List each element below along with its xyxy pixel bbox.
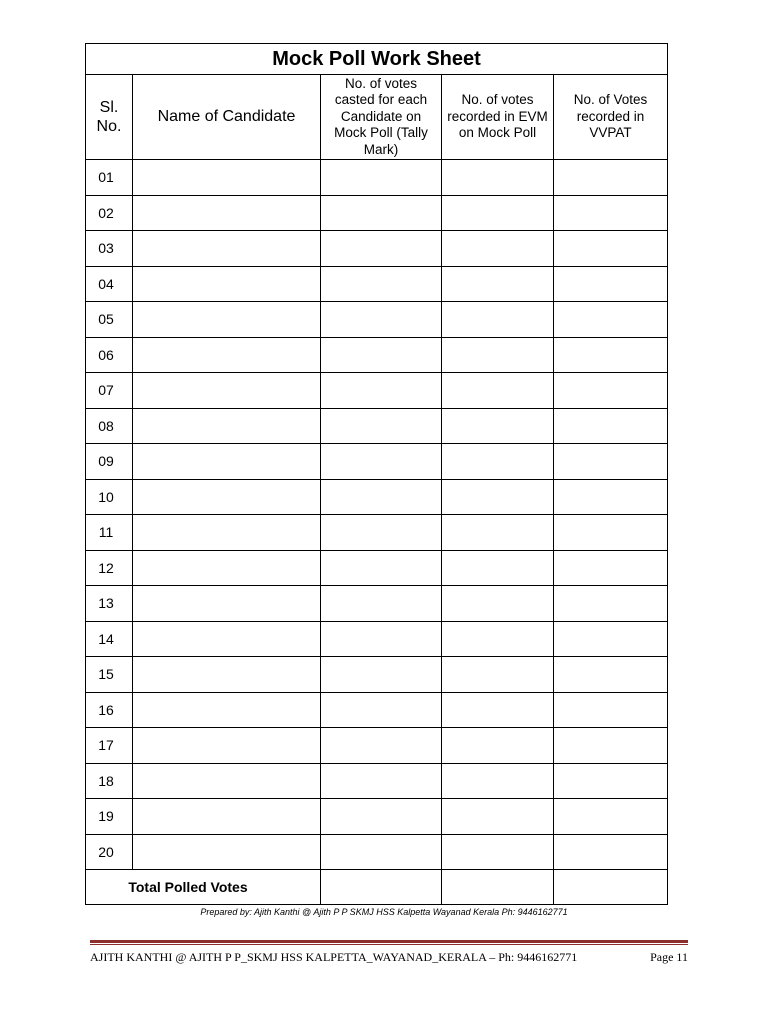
row-number: 06: [86, 337, 133, 373]
candidate-name-cell[interactable]: [133, 195, 321, 231]
vvpat-cell[interactable]: [554, 444, 668, 480]
vvpat-cell[interactable]: [554, 763, 668, 799]
table-row: [86, 550, 668, 586]
evm-cell[interactable]: [442, 479, 554, 515]
evm-cell[interactable]: [442, 160, 554, 196]
candidate-name-cell[interactable]: [133, 586, 321, 622]
header-tally-votes: No. of votes casted for each Candidate on Mock Poll (Tally Mark): [321, 75, 442, 160]
candidate-name-cell[interactable]: [133, 515, 321, 551]
total-row: [86, 870, 668, 905]
vvpat-cell[interactable]: [554, 231, 668, 267]
evm-cell[interactable]: [442, 550, 554, 586]
row-number: 05: [86, 302, 133, 338]
header-evm-votes: No. of votes recorded in EVM on Mock Poll: [442, 75, 554, 160]
evm-cell[interactable]: [442, 621, 554, 657]
tally-cell[interactable]: [321, 692, 442, 728]
tally-cell[interactable]: [321, 550, 442, 586]
tally-cell[interactable]: [321, 266, 442, 302]
row-number: 11: [86, 515, 133, 551]
tally-cell[interactable]: [321, 515, 442, 551]
candidate-name-cell[interactable]: [133, 160, 321, 196]
candidate-name-cell[interactable]: [133, 408, 321, 444]
vvpat-cell[interactable]: [554, 515, 668, 551]
candidate-name-cell[interactable]: [133, 479, 321, 515]
tally-cell[interactable]: [321, 479, 442, 515]
evm-cell[interactable]: [442, 834, 554, 870]
row-number: 13: [86, 586, 133, 622]
row-number: 07: [86, 373, 133, 409]
table-row: [86, 692, 668, 728]
candidate-name-cell[interactable]: [133, 231, 321, 267]
vvpat-cell[interactable]: [554, 550, 668, 586]
table-row: [86, 302, 668, 338]
evm-cell[interactable]: [442, 195, 554, 231]
candidate-name-cell[interactable]: [133, 692, 321, 728]
table-row: [86, 195, 668, 231]
vvpat-cell[interactable]: [554, 657, 668, 693]
row-number: 04: [86, 266, 133, 302]
evm-cell[interactable]: [442, 728, 554, 764]
evm-cell[interactable]: [442, 337, 554, 373]
vvpat-cell[interactable]: [554, 728, 668, 764]
row-number: 10: [86, 479, 133, 515]
evm-cell[interactable]: [442, 586, 554, 622]
vvpat-cell[interactable]: [554, 621, 668, 657]
candidate-name-cell[interactable]: [133, 657, 321, 693]
evm-cell[interactable]: [442, 373, 554, 409]
evm-cell[interactable]: [442, 763, 554, 799]
candidate-name-cell[interactable]: [133, 799, 321, 835]
row-number: 19: [86, 799, 133, 835]
row-number: 09: [86, 444, 133, 480]
evm-cell[interactable]: [442, 799, 554, 835]
row-number: 16: [86, 692, 133, 728]
row-number: 15: [86, 657, 133, 693]
evm-cell[interactable]: [442, 302, 554, 338]
tally-cell[interactable]: [321, 373, 442, 409]
table-row: [86, 799, 668, 835]
worksheet: [85, 43, 667, 905]
evm-cell[interactable]: [442, 444, 554, 480]
candidate-name-cell[interactable]: [133, 763, 321, 799]
footer-author: AJITH KANTHI @ AJITH P P_SKMJ HSS KALPETTA_WAYANAD_KERALA – Ph: 9446162771: [90, 950, 578, 964]
row-number: 03: [86, 231, 133, 267]
tally-cell[interactable]: [321, 728, 442, 764]
tally-cell[interactable]: [321, 763, 442, 799]
vvpat-cell[interactable]: [554, 692, 668, 728]
candidate-name-cell[interactable]: [133, 373, 321, 409]
vvpat-cell[interactable]: [554, 586, 668, 622]
table-row: [86, 763, 668, 799]
table-row: [86, 621, 668, 657]
row-number: 01: [86, 160, 133, 196]
total-polled-votes-label: Total Polled Votes: [86, 870, 321, 905]
evm-cell[interactable]: [442, 692, 554, 728]
tally-cell[interactable]: [321, 444, 442, 480]
vvpat-cell[interactable]: [554, 302, 668, 338]
vvpat-cell[interactable]: [554, 799, 668, 835]
candidate-name-cell[interactable]: [133, 550, 321, 586]
vvpat-cell[interactable]: [554, 195, 668, 231]
tally-cell[interactable]: [321, 834, 442, 870]
header-sl-no: Sl. No.: [86, 75, 133, 160]
tally-cell[interactable]: [321, 302, 442, 338]
table-row: [86, 408, 668, 444]
evm-cell[interactable]: [442, 515, 554, 551]
prepared-by-note: Prepared by: Ajith Kanthi @ Ajith P P SKMJ HSS Kalpetta Wayanad Kerala Ph: 9446162771: [200, 907, 568, 917]
vvpat-cell[interactable]: [554, 479, 668, 515]
total-evm-cell[interactable]: [442, 870, 554, 905]
evm-cell[interactable]: [442, 266, 554, 302]
table-row: [86, 728, 668, 764]
tally-cell[interactable]: [321, 195, 442, 231]
tally-cell[interactable]: [321, 408, 442, 444]
evm-cell[interactable]: [442, 408, 554, 444]
footer-rule-thin: [90, 944, 688, 945]
tally-cell[interactable]: [321, 799, 442, 835]
footer-rule: [90, 940, 688, 943]
total-vvpat-cell[interactable]: [554, 870, 668, 905]
table-row: [86, 231, 668, 267]
tally-cell[interactable]: [321, 657, 442, 693]
candidate-name-cell[interactable]: [133, 337, 321, 373]
mock-poll-table: [85, 43, 668, 905]
row-number: 20: [86, 834, 133, 870]
tally-cell[interactable]: [321, 231, 442, 267]
row-number: 12: [86, 550, 133, 586]
row-number: 02: [86, 195, 133, 231]
vvpat-cell[interactable]: [554, 834, 668, 870]
table-row: [86, 515, 668, 551]
table-row: [86, 160, 668, 196]
table-row: [86, 479, 668, 515]
evm-cell[interactable]: [442, 231, 554, 267]
table-row: [86, 444, 668, 480]
header-vvpat-votes: No. of Votes recorded in VVPAT: [554, 75, 668, 160]
vvpat-cell[interactable]: [554, 408, 668, 444]
vvpat-cell[interactable]: [554, 160, 668, 196]
candidate-name-cell[interactable]: [133, 266, 321, 302]
table-row: [86, 586, 668, 622]
tally-cell[interactable]: [321, 160, 442, 196]
tally-cell[interactable]: [321, 337, 442, 373]
candidate-name-cell[interactable]: [133, 302, 321, 338]
vvpat-cell[interactable]: [554, 337, 668, 373]
table-row: [86, 266, 668, 302]
row-number: 14: [86, 621, 133, 657]
vvpat-cell[interactable]: [554, 373, 668, 409]
page-number: Page 11: [650, 950, 688, 964]
table-row: [86, 373, 668, 409]
row-number: 08: [86, 408, 133, 444]
header-candidate-name: Name of Candidate: [133, 75, 321, 160]
vvpat-cell[interactable]: [554, 266, 668, 302]
candidate-name-cell[interactable]: [133, 444, 321, 480]
row-number: 18: [86, 763, 133, 799]
candidate-name-cell[interactable]: [133, 834, 321, 870]
table-row: [86, 657, 668, 693]
tally-cell[interactable]: [321, 586, 442, 622]
total-tally-cell[interactable]: [321, 870, 442, 905]
tally-cell[interactable]: [321, 621, 442, 657]
candidate-name-cell[interactable]: [133, 621, 321, 657]
evm-cell[interactable]: [442, 657, 554, 693]
row-number: 17: [86, 728, 133, 764]
page-title: Mock Poll Work Sheet: [86, 44, 668, 75]
table-row: [86, 337, 668, 373]
table-row: [86, 834, 668, 870]
candidate-name-cell[interactable]: [133, 728, 321, 764]
